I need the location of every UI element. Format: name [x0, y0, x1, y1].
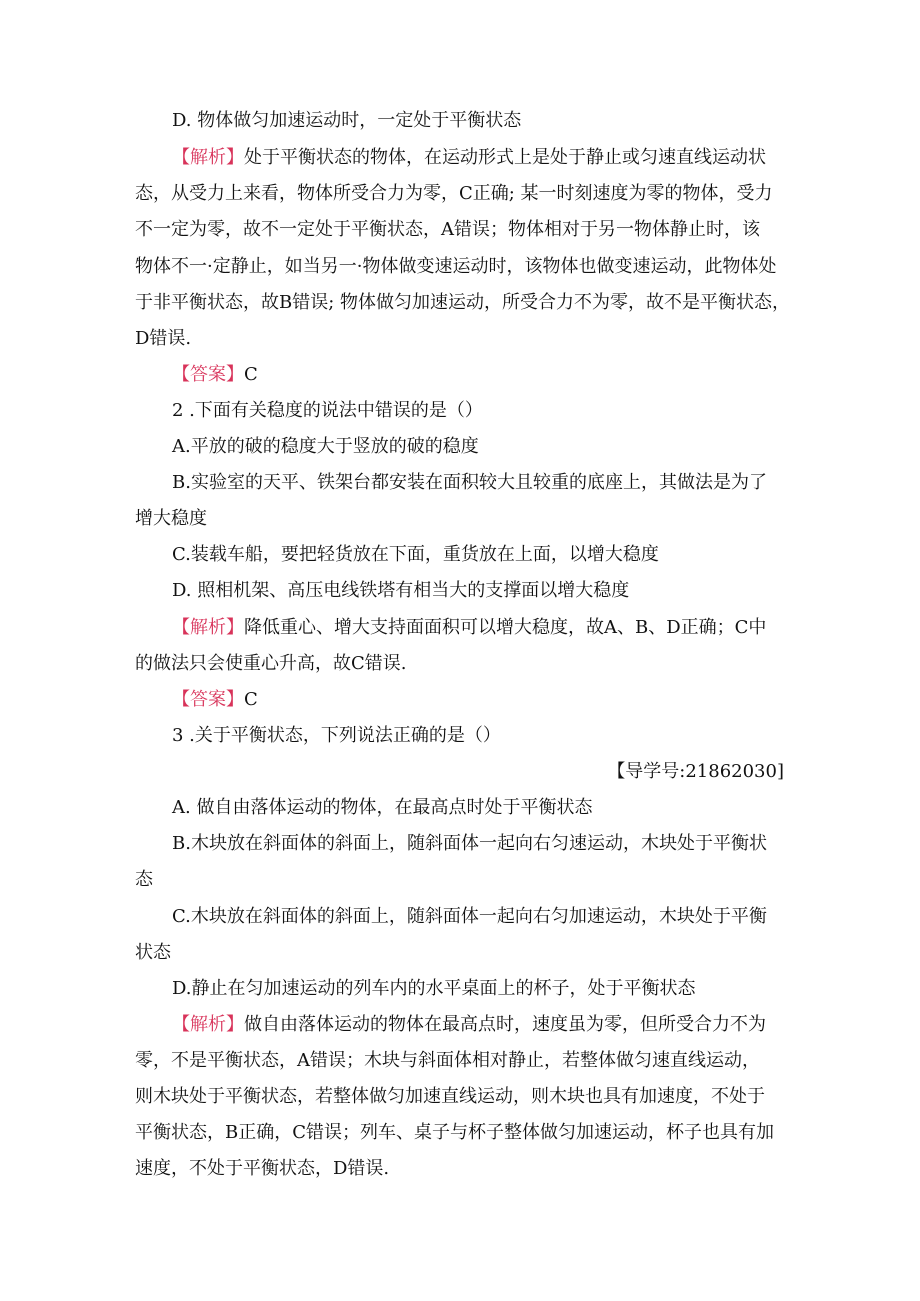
- q2-option-b-line-2: 增大稳度: [135, 508, 207, 529]
- q1-analysis-line-2: 态，从受力上来看，物体所受合力为零，C正确; 某一时刻速度为零的物体，受力: [135, 183, 773, 204]
- q3-analysis-line-4: 平衡状态，B正确，C错误；列车、桌子与杯子整体做匀加速运动，杯子也具有加: [135, 1122, 774, 1143]
- q2-option-a: A.平放的破的稳度大于竖放的破的稳度: [172, 436, 479, 457]
- q2-option-b-line-1: B.实验室的天平、铁架台都安装在面积较大且较重的底座上，其做法是为了: [172, 472, 767, 493]
- analysis-tag: 【解析】: [172, 1014, 244, 1035]
- analysis-tag: 【解析】: [172, 147, 244, 168]
- answer-tag: 【答案】: [172, 364, 244, 385]
- q2-analysis-line-2: 的做法只会使重心升高，故C错误.: [135, 653, 407, 674]
- analysis-tag: 【解析】: [172, 617, 244, 638]
- answer-value: C: [244, 689, 258, 710]
- q2-option-d: D. 照相机架、高压电线铁塔有相当大的支撑面以增大稳度: [172, 580, 630, 601]
- q1-answer: [172, 362, 258, 388]
- q3-analysis-line-3: 则木块处于平衡状态，若整体做匀加速直线运动，则木块也具有加速度，不处于: [135, 1086, 765, 1107]
- q1-option-d: D. 物体做匀加速运动时，一定处于平衡状态: [172, 110, 522, 131]
- q2-stem: 2 .下面有关稳度的说法中错误的是（）: [172, 400, 483, 421]
- q3-option-c-line-2: 状态: [135, 942, 171, 963]
- q3-analysis-line-2: 零，不是平衡状态，A错误；木块与斜面体相对静止，若整体做匀速直线运动，: [135, 1050, 760, 1071]
- q1-analysis-line-1: 【解析】处于平衡状态的物体，在运动形式上是处于静止或匀速直线运动状: [172, 147, 766, 168]
- q3-option-b-line-2: 态: [135, 869, 153, 890]
- q3-stem: 3 .关于平衡状态，下列说法正确的是（）: [172, 725, 501, 746]
- q3-option-d: D.静止在匀加速运动的列车内的水平桌面上的杯子，处于平衡状态: [172, 978, 696, 999]
- q3-option-c-line-1: C.木块放在斜面体的斜面上，随斜面体一起向右匀加速运动，木块处于平衡: [172, 906, 767, 927]
- q3-option-a: A. 做自由落体运动的物体，在最高点时处于平衡状态: [172, 797, 593, 818]
- q2-option-c: C.装载车船，要把轻货放在下面，重货放在上面，以增大稳度: [172, 544, 659, 565]
- q3-analysis-line-1: 【解析】做自由落体运动的物体在最高点时，速度虽为零，但所受合力不为: [172, 1014, 766, 1035]
- q1-analysis-line-6: D错误.: [135, 328, 192, 349]
- q3-option-b-line-1: B.木块放在斜面体的斜面上，随斜面体一起向右匀速运动，木块处于平衡状: [172, 833, 767, 854]
- q1-analysis-line-5: 于非平衡状态，故B错误; 物体做匀加速运动，所受合力不为零，故不是平衡状态，: [135, 292, 791, 313]
- q3-analysis-line-5: 速度，不处于平衡状态，D错误.: [135, 1158, 390, 1179]
- guide-number: 【导学号:21862030]: [607, 761, 784, 782]
- q2-answer: [172, 687, 258, 713]
- q1-analysis-line-3: 不一定为零，故不一定处于平衡状态，A错误；物体相对于另一物体静止时，该: [135, 219, 760, 240]
- q1-analysis-line-4: 物体不一·定静止，如当另一·物体做变速运动时，该物体也做变速运动，此物体处: [135, 256, 777, 277]
- answer-tag: 【答案】: [172, 689, 244, 710]
- q2-analysis-line-1: 【解析】降低重心、增大支持面面积可以增大稳度，故A、B、D正确；C中: [172, 617, 767, 638]
- answer-value: C: [244, 364, 258, 385]
